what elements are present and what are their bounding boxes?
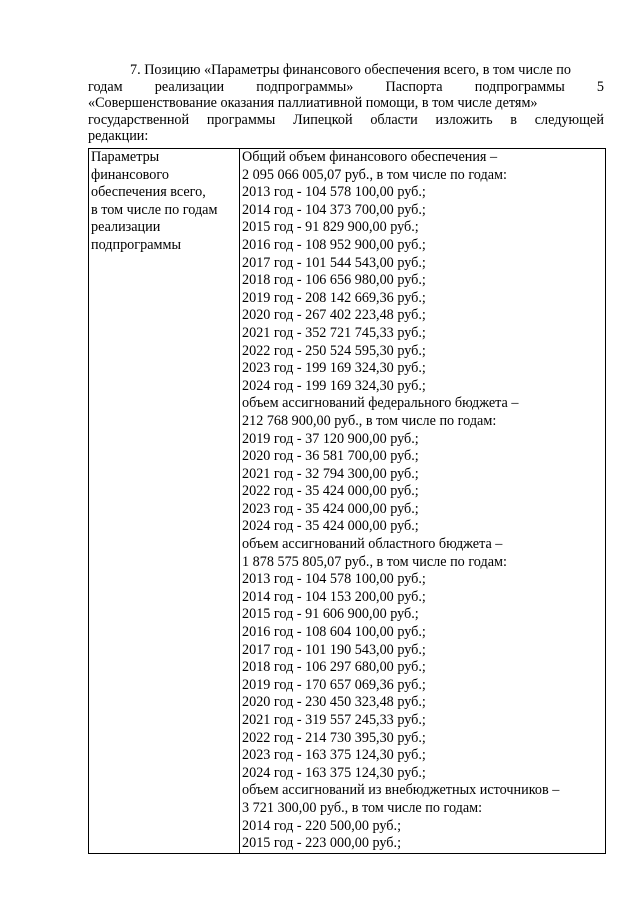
value-line: 2018 год - 106 297 680,00 руб.;: [242, 659, 426, 676]
value-line: 2019 год - 170 657 069,36 руб.;: [242, 676, 426, 693]
intro-word: 5: [596, 78, 604, 95]
intro-word: области: [370, 111, 418, 128]
value-line: объем ассигнований федерального бюджета –: [242, 395, 519, 412]
value-line: 2023 год - 199 169 324,30 руб.;: [242, 360, 426, 377]
intro-line-4: [88, 112, 604, 129]
value-line: 2024 год - 199 169 324,30 руб.;: [242, 377, 426, 394]
value-line: 2015 год - 91 829 900,00 руб.;: [242, 219, 419, 236]
value-line: 212 768 900,00 руб., в том числе по годам:: [242, 412, 497, 429]
value-line: 2021 год - 352 721 745,33 руб.;: [242, 324, 426, 341]
value-line: 2018 год - 106 656 980,00 руб.;: [242, 272, 426, 289]
value-line: 2020 год - 230 450 323,48 руб.;: [242, 694, 426, 711]
value-line: 2013 год - 104 578 100,00 руб.;: [242, 571, 426, 588]
value-line: 2020 год - 267 402 223,48 руб.;: [242, 307, 426, 324]
value-line: 2020 год - 36 581 700,00 руб.;: [242, 448, 419, 465]
intro-paragraph: [88, 62, 604, 145]
intro-line-2: [88, 79, 604, 96]
label-line: обеспечения всего,: [91, 184, 206, 201]
intro-word: государственной: [88, 111, 190, 128]
value-line: 2014 год - 220 500,00 руб.;: [242, 817, 402, 834]
financing-parameters-table: [88, 148, 606, 854]
value-line: Общий объем финансового обеспечения –: [242, 149, 498, 165]
value-line: 2024 год - 163 375 124,30 руб.;: [242, 764, 426, 781]
table-row: [89, 149, 606, 854]
label-line: в том числе по годам: [91, 201, 218, 218]
value-line: 2022 год - 35 424 000,00 руб.;: [242, 483, 419, 500]
intro-line-1: 7. Позицию «Параметры финансового обеспечения всего, в том числе по: [130, 62, 571, 78]
intro-word: следующей: [534, 111, 604, 128]
intro-word: годам: [88, 78, 123, 95]
intro-word: программы: [206, 111, 276, 128]
value-line: 2016 год - 108 604 100,00 руб.;: [242, 624, 426, 641]
value-line: 1 878 575 805,07 руб., в том числе по годам:: [242, 553, 507, 570]
value-line: 2015 год - 223 000,00 руб.;: [242, 835, 402, 852]
value-line: 2021 год - 319 557 245,33 руб.;: [242, 712, 426, 728]
intro-word: изложить: [435, 111, 493, 128]
value-line: объем ассигнований из внебюджетных источников –: [242, 782, 560, 799]
value-line: 2017 год - 101 190 543,00 руб.;: [242, 641, 426, 658]
value-line: 2023 год - 35 424 000,00 руб.;: [242, 500, 419, 517]
value-line: 2019 год - 37 120 900,00 руб.;: [242, 430, 419, 447]
value-line: 2016 год - 108 952 900,00 руб.;: [242, 236, 426, 253]
intro-word: подпрограммы: [474, 78, 565, 95]
value-line: 2 095 066 005,07 руб., в том числе по годам:: [242, 166, 507, 183]
value-line: 2019 год - 208 142 669,36 руб.;: [242, 289, 426, 306]
value-line: 2022 год - 250 524 595,30 руб.;: [242, 342, 426, 359]
value-line: 2014 год - 104 373 700,00 руб.;: [242, 201, 426, 218]
value-line: объем ассигнований областного бюджета –: [242, 536, 503, 553]
value-line: 2023 год - 163 375 124,30 руб.;: [242, 747, 426, 764]
value-line: 2024 год - 35 424 000,00 руб.;: [242, 518, 419, 535]
value-line: 3 721 300,00 руб., в том числе по годам:: [242, 799, 483, 816]
value-line: 2021 год - 32 794 300,00 руб.;: [242, 465, 419, 482]
value-line: 2022 год - 214 730 395,30 руб.;: [242, 729, 426, 746]
intro-line-3: «Совершенствование оказания паллиативной помощи, в том числе детям»: [88, 95, 538, 112]
label-line: реализации: [91, 219, 161, 236]
label-line: финансового: [91, 166, 169, 183]
intro-word: Паспорта: [385, 78, 443, 95]
value-line: 2017 год - 101 544 543,00 руб.;: [242, 254, 426, 271]
parameter-label-cell: [89, 149, 240, 854]
label-line: подпрограммы: [91, 236, 181, 253]
value-line: 2015 год - 91 606 900,00 руб.;: [242, 606, 419, 623]
intro-word: подпрограммы»: [256, 78, 354, 95]
value-line: 2014 год - 104 153 200,00 руб.;: [242, 588, 426, 605]
intro-word: реализации: [154, 78, 225, 95]
intro-word: Липецкой: [293, 111, 353, 128]
value-line: 2013 год - 104 578 100,00 руб.;: [242, 184, 426, 201]
intro-line-5: редакции:: [88, 128, 149, 145]
intro-word: в: [510, 111, 517, 128]
parameter-value-cell: [240, 149, 606, 854]
label-line: Параметры: [91, 149, 160, 165]
